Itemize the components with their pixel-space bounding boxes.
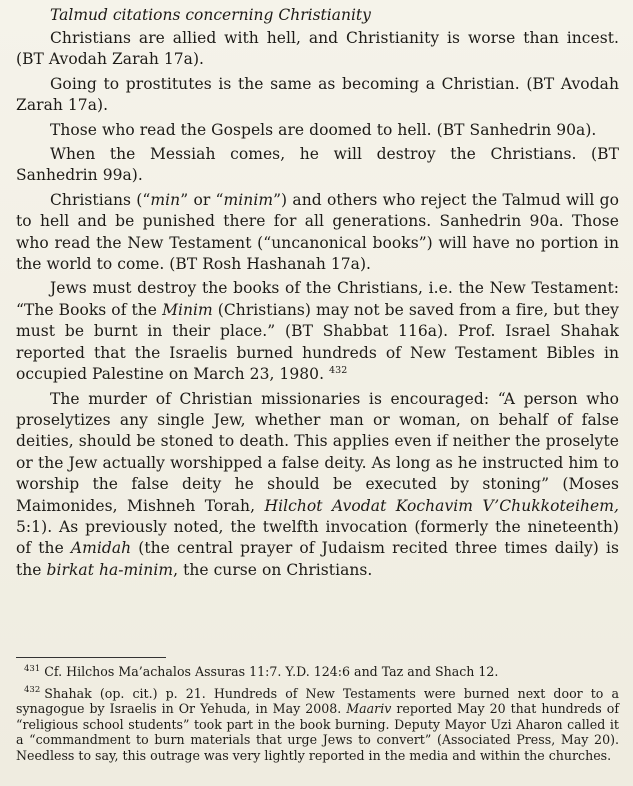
p7-text-d: , the curse on Christians. (173, 560, 373, 579)
footnotes (16, 664, 619, 770)
p5-italic-min: min (150, 190, 181, 209)
p6-text-b: (Christians) may not be saved from a fire, but they must be burnt in their place.” (BT Shabbat 116a). Prof. Israel Shahak reported that the Israelis burned hundreds of New Testament Bibles in occupied Palestine on March 23, 1980. (16, 300, 619, 384)
footnote-ref-432[interactable]: 432 (329, 364, 348, 376)
p7-italic-birkat: birkat ha-minim (46, 560, 174, 579)
p7-italic-hilchot: Hilchot Avodat Kochavim V’Chukkoteihem, (264, 496, 619, 515)
p6-text-a: Jews must destroy the books of the Christians, i.e. the New Testament: “The Books of the (16, 279, 619, 319)
footnote-divider (16, 657, 166, 658)
p5-italic-minim: minim (223, 190, 274, 209)
paragraph-5 (16, 190, 619, 276)
p7-text-c: (the central prayer of Judaism recited three times daily) is the (16, 539, 619, 579)
paragraph-3: Those who read the Gospels are doomed to hell. (BT Sanhedrin 90a). (50, 120, 597, 139)
p7-text-a: The murder of Christian missionaries is encouraged: “A person who proselytizes any single Jew, whether man or woman, on behalf of false deities, should be stoned to death. This applies even if neither the proselyte or the Jew actually worshipped a false deity. As long as he instructed him to worship the false deity he should be executed by stoning” (Moses Maimonides, Mishneh Torah, (16, 389, 619, 515)
footnote-431 (16, 664, 619, 680)
p7-italic-amidah: Amidah (70, 539, 132, 558)
footnote-432-italic-maariv: Maariv (346, 701, 392, 717)
footnote-number-431: 431 (24, 663, 41, 674)
footnote-432-text-a: Shahak (op. cit.) p. 21. Hundreds of New Testaments were burned next door to a synagogue by Israelis in Or Yehuda, in May 2008. (16, 685, 619, 717)
footnote-number-432: 432 (24, 685, 41, 696)
paragraph-1: Christians are allied with hell, and Christianity is worse than incest. (BT Avodah Zarah 17a). (16, 29, 619, 69)
paragraph-2: Going to prostitutes is the same as becoming a Christian. (BT Avodah Zarah 17a). (16, 74, 619, 115)
footnote-431-text: Cf. Hilchos Ma’achalos Assuras 11:7. Y.D. 124:6 and Taz and Shach 12. (44, 664, 499, 679)
p6-italic-minim: Minim (162, 300, 213, 319)
main-text-column (16, 6, 619, 584)
footnote-432 (16, 686, 619, 764)
paragraph-7 (16, 389, 619, 582)
footnote-432-text-b: reported May 20 that hundreds of “religious school students” took part in the book burning. Deputy Mayor Uzi Aharon called it a “commandment to burn materials that urge Jews to convert” (Associated Press, May 20). Needless to say, this outrage was very lightly reported in the media and within the churches. (16, 701, 619, 763)
paragraph-4: When the Messiah comes, he will destroy the Christians. (BT Sanhedrin 99a). (16, 145, 619, 185)
p7-text-b: 5:1). As previously noted, the twelfth invocation (formerly the nineteenth) of the (16, 517, 619, 558)
p5-text-b: ” or “ (180, 190, 224, 209)
p5-text-c: ”) and others who reject the Talmud will go to hell and be punished there for all generations. Sanhedrin 90a. Those who read the New Testament (“uncanonical books”) will have no portion in the world to come. (BT Rosh Hashanah 17a). (16, 190, 620, 274)
p5-text-a: Christians (“ (50, 190, 151, 209)
paragraph-6 (16, 278, 619, 385)
section-heading: Talmud citations concerning Christianity (50, 6, 371, 24)
